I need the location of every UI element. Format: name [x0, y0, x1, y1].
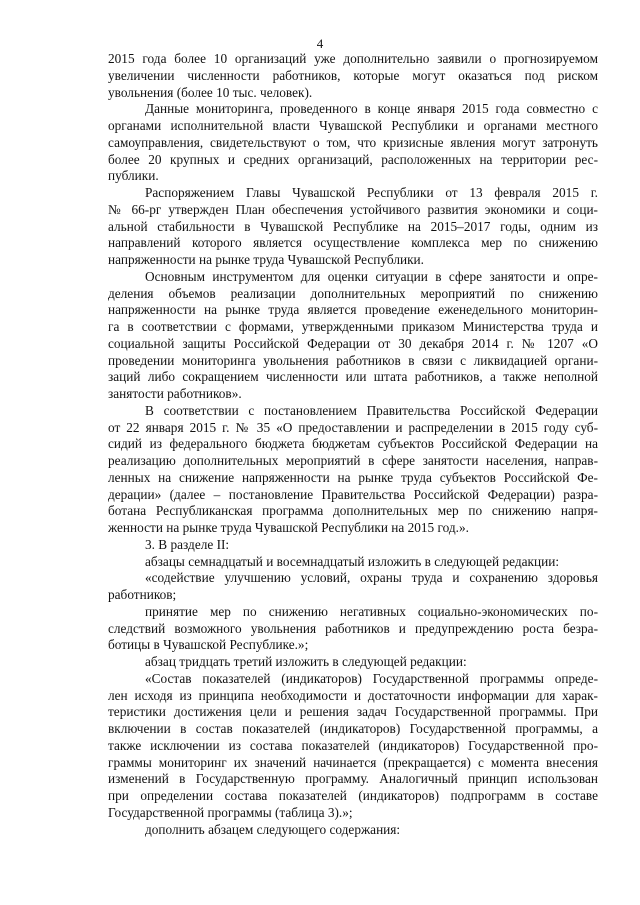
text-line: № 66-рг утвержден План обеспечения устойчивого развития экономики и соци- [108, 201, 598, 217]
text-line: «Состав показателей (индикаторов) Государственной программы опреде- [145, 670, 598, 686]
text-line: деления объемов реализации дополнительных мероприятий по снижению [108, 285, 598, 301]
text-line: ботицы в Чувашской Республике.»; [108, 637, 309, 653]
text-line: также исключении из состава показателей (индикаторов) Государственной про- [108, 737, 598, 753]
text-line: изменений в Государственную программу. Аналогичный принцип использован [108, 771, 598, 787]
text-line: более 20 крупных и средних организаций, расположенных на территории рес- [108, 151, 598, 167]
text-line: напряженности на рынке труда Чувашской Республики. [108, 252, 424, 267]
text-line: при определении состава показателей (индикаторов) подпрограмм в составе [108, 788, 598, 803]
text-line: следствий возможного увольнения работников и предупреждению роста безра- [108, 620, 598, 636]
text-line: проведении мониторинга увольнения работников в связи с ликвидацией органи- [108, 352, 598, 368]
text-line: га в соответствии с формами, утвержденными приказом Министерства труда и [108, 319, 598, 334]
text-line: альной стабильности в Чувашской Республике на 2015–2017 годы, одним из [108, 218, 598, 234]
text-line: абзацы семнадцатый и восемнадцатый изложить в следующей редакции: [145, 553, 560, 569]
text-line: заций либо сокращением численности или штата работников, а также неполной [108, 369, 598, 385]
text-line: Данные мониторинга, проведенного в конце января 2015 года совместно с [145, 101, 598, 117]
text-line: напряженности на рынке труда является проведение еженедельного мониторин- [108, 302, 598, 318]
text-line: реализацию дополнительных мероприятий в сфере занятости населения, направ- [108, 453, 598, 468]
text-line: Распоряжением Главы Чувашской Республики от 13 февраля 2015 г. [145, 185, 598, 200]
text-line: публики. [108, 168, 159, 184]
text-line: дерации» (далее – постановление Правительства Российской Федерации) разра- [108, 486, 598, 502]
text-line: принятие мер по снижению негативных социально-экономических по- [145, 603, 598, 619]
text-line: работников; [108, 587, 177, 602]
text-line: 2015 года более 10 организаций уже дополнительно заявили о прогнозируемом [108, 51, 598, 66]
text-line: самоуправления, свидетельствуют о том, что кризисные явления могут затронуть [108, 134, 598, 150]
page-number: 4 [316, 36, 324, 51]
text-line: органами исполнительной власти Чувашской Республики и органами местного [108, 118, 598, 133]
text-line: женности на рынке труда Чувашской Республики на 2015 год.». [108, 520, 469, 535]
text-line: направлений которого является осуществление комплекса мер по снижению [108, 235, 598, 251]
text-line: включении в состав показателей (индикаторов) Государственной программы, а [108, 721, 598, 736]
text-line: занятости работников». [108, 386, 242, 401]
text-line: дополнить абзацем следующего содержания: [145, 821, 401, 837]
text-line: теристики достижения цели и решения задач Государственной программы. При [108, 704, 598, 720]
text-line: граммы мониторинг их значений начинается (прекращается) с момента внесения [108, 754, 598, 770]
text-line: Государственной программы (таблица 3).»; [108, 804, 353, 820]
text-line: лен исходя из принципа необходимости и достаточности информации для харак- [108, 687, 598, 703]
text-line: Основным инструментом для оценки ситуации в сфере занятости и опре- [145, 268, 598, 284]
text-line: «содействие улучшению условий, охраны труда и сохранению здоровья [145, 570, 598, 586]
text-line: 3. В разделе II: [145, 536, 230, 552]
text-line: увольнения (более 10 тыс. человек). [108, 84, 313, 100]
text-line: социальной защиты Российской Федерации от 30 декабря 2014 г. № 1207 «О [108, 335, 598, 351]
text-line: ботана Республиканская программа дополнительных мер по снижению напря- [108, 503, 598, 519]
text-line: ленных на снижение напряженности на рынке труда субъектов Российской Фе- [108, 469, 598, 485]
text-line: В соответствии с постановлением Правительства Российской Федерации [145, 402, 598, 418]
body-text [108, 51, 598, 838]
text-line: сидий из федерального бюджета бюджетам субъектов Российской Федерации на [108, 436, 598, 452]
text-line: абзац тридцать третий изложить в следующей редакции: [145, 654, 467, 669]
text-line: увеличении численности работников, которые могут оказаться под риском [108, 67, 598, 83]
text-line: от 22 января 2015 г. № 35 «О предоставлении и распределении в 2015 году суб- [108, 419, 598, 435]
